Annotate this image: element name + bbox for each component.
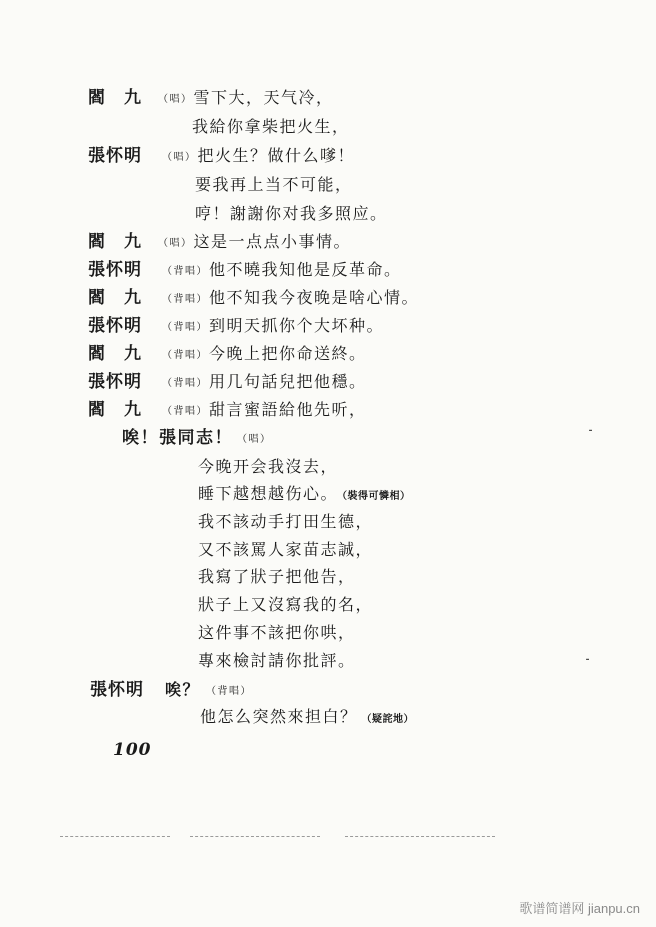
stage-direction: （疑詫地） <box>361 714 415 725</box>
verse-text: 唉？ <box>165 680 201 699</box>
verse-with-direction <box>162 257 402 285</box>
verse-with-direction <box>162 143 355 171</box>
margin-mark: ⁃ <box>588 426 593 437</box>
verse-with-direction <box>162 397 367 425</box>
speaker-name: 閻 九 <box>88 232 142 252</box>
verse-text: 用几句話兒把他穩。 <box>209 372 367 391</box>
verse-with-stage <box>198 481 411 510</box>
stage-direction: （唱） <box>158 94 193 105</box>
verse-text: 今晚上把你命送終。 <box>209 344 367 363</box>
speaker-name: 張怀明 <box>88 260 142 280</box>
verse-text: 狀子上又沒寫我的名， <box>198 595 374 614</box>
verse-text: 他不知我今夜晚是啥心情。 <box>209 288 420 307</box>
verse-with-stage <box>200 704 414 733</box>
verse-text: 他怎么突然來担白？ <box>200 707 358 726</box>
stage-direction: （唱） <box>158 238 193 249</box>
verse-text: 又不該罵人家苗志誠， <box>198 540 374 559</box>
verse-text: 我寫了狀子把他告， <box>198 567 356 586</box>
verse-with-direction <box>165 677 253 705</box>
scan-rule <box>345 836 495 838</box>
scan-rule <box>190 836 320 838</box>
watermark: 歌谱简谱网 jianpu.cn <box>519 901 640 916</box>
speaker-name: 張怀明 <box>88 316 142 336</box>
verse-text: 把火生？做什么嗲！ <box>197 146 356 165</box>
speaker-name: 張怀明 <box>88 372 142 392</box>
stage-direction: （背唱） <box>162 322 208 333</box>
stage-direction: （唱） <box>237 434 272 445</box>
verse-text: 甜言蜜語給他先听， <box>209 400 367 419</box>
verse-text: 我給你拿柴把火生， <box>192 117 350 136</box>
verse-text: 雪下大，天气冷， <box>193 88 334 107</box>
verse-text: 唉！張同志！ <box>122 428 233 448</box>
stage-direction: （背唱） <box>162 378 208 389</box>
page-number: 100 <box>113 740 152 760</box>
speaker-name: 閻 九 <box>88 400 142 420</box>
stage-direction: （背唱） <box>162 350 208 361</box>
speaker-name: 閻 九 <box>88 88 142 108</box>
verse-with-direction <box>162 369 367 397</box>
verse-with-direction <box>162 341 367 369</box>
verse-with-direction <box>162 313 384 341</box>
stage-direction: （背唱） <box>162 406 208 417</box>
stage-direction: （背唱） <box>206 686 253 697</box>
verse-text: 这是一点点小事情。 <box>193 232 352 251</box>
margin-mark: ⁃ <box>585 655 590 666</box>
verse-text: 哼！謝謝你对我多照应。 <box>195 204 388 223</box>
verse-text: 我不該动手打田生德， <box>198 512 374 531</box>
stage-direction: （裝得可憐相） <box>342 491 411 502</box>
verse-text: 專來檢討請你批評。 <box>198 651 356 670</box>
scan-rule <box>60 836 170 838</box>
verse-text: 这件事不該把你哄， <box>198 623 356 642</box>
verse-with-direction <box>122 425 273 453</box>
speaker-name: 張怀明 <box>88 146 142 166</box>
stage-direction: （背唱） <box>162 294 208 305</box>
speaker-name: 閻 九 <box>88 344 142 364</box>
verse-text: 他不曉我知他是反革命。 <box>209 260 402 279</box>
stage-direction: （唱） <box>162 152 197 163</box>
verse-text: 睡下越想越伤心。 <box>198 484 339 503</box>
verse-text: 今晚开会我沒去， <box>198 457 339 476</box>
verse-with-direction <box>162 285 419 313</box>
verse-with-direction <box>158 229 351 257</box>
speaker-name: 張怀明 <box>90 680 144 700</box>
stage-direction: （背唱） <box>162 266 208 277</box>
verse-text: 到明天抓你个大坏种。 <box>209 316 385 335</box>
speaker-name: 閻 九 <box>88 288 142 308</box>
verse-with-direction <box>158 85 334 113</box>
verse-text: 要我再上当不可能， <box>195 175 353 194</box>
